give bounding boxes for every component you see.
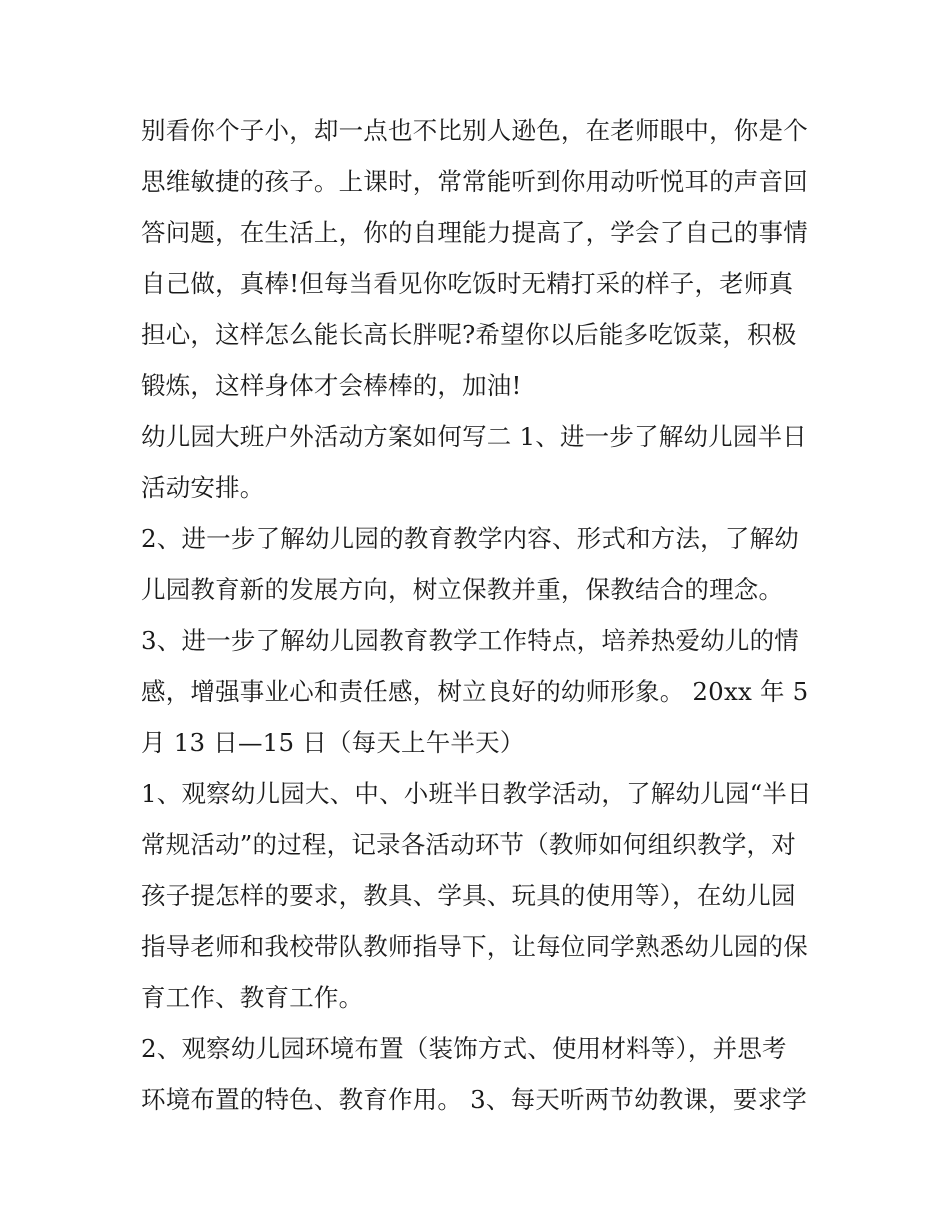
paragraph-evaluation xyxy=(141,105,821,411)
paragraph-goal-2 xyxy=(141,513,821,615)
text-line: 感，增强事业心和责任感，树立良好的幼师形象。 20xx 年 5 xyxy=(141,677,809,706)
text-line: 自己做，真棒!但每当看见你吃饭时无精打采的样子，老师真 xyxy=(141,269,794,298)
text-line: 育工作、教育工作。 xyxy=(141,983,364,1012)
paragraph-goal-3 xyxy=(141,615,821,768)
text-line: 1、观察幼儿园大、中、小班半日教学活动，了解幼儿园“半日 xyxy=(141,779,812,808)
text-line: 答问题，在生活上，你的自理能力提高了，学会了自己的事情 xyxy=(141,218,808,247)
paragraph-task-1 xyxy=(141,768,821,1023)
paragraph-task-2 xyxy=(141,1023,821,1125)
text-line: 活动安排。 xyxy=(141,473,265,502)
text-line: 2、进一步了解幼儿园的教育教学内容、形式和方法，了解幼 xyxy=(141,524,799,553)
text-line: 别看你个子小，却一点也不比别人逊色，在老师眼中，你是个 xyxy=(141,116,808,145)
text-line: 锻炼，这样身体才会棒棒的，加油! xyxy=(141,371,522,400)
text-line: 幼儿园大班户外活动方案如何写二 1、进一步了解幼儿园半日 xyxy=(141,422,807,451)
text-line: 指导老师和我校带队教师指导下，让每位同学熟悉幼儿园的保 xyxy=(141,932,808,961)
text-line: 常规活动”的过程，记录各活动环节（教师如何组织教学，对 xyxy=(141,830,796,859)
text-line: 思维敏捷的孩子。上课时，常常能听到你用动听悦耳的声音回 xyxy=(141,167,808,196)
text-line: 环境布置的特色、教育作用。 3、每天听两节幼教课，要求学 xyxy=(141,1085,807,1114)
text-line: 孩子提怎样的要求，教具、学具、玩具的使用等），在幼儿园 xyxy=(141,881,796,910)
text-line: 2、观察幼儿园环境布置（装饰方式、使用材料等），并思考 xyxy=(141,1034,787,1063)
text-line: 担心，这样怎么能长高长胖呢?希望你以后能多吃饭菜，积极 xyxy=(141,320,797,349)
document-body xyxy=(141,105,821,1125)
text-line: 3、进一步了解幼儿园教育教学工作特点，培养热爱幼儿的情 xyxy=(141,626,799,655)
text-line: 儿园教育新的发展方向，树立保教并重，保教结合的理念。 xyxy=(141,575,784,604)
paragraph-plan-title xyxy=(141,411,821,513)
text-line: 月 13 日—15 日（每天上午半天） xyxy=(141,728,525,757)
